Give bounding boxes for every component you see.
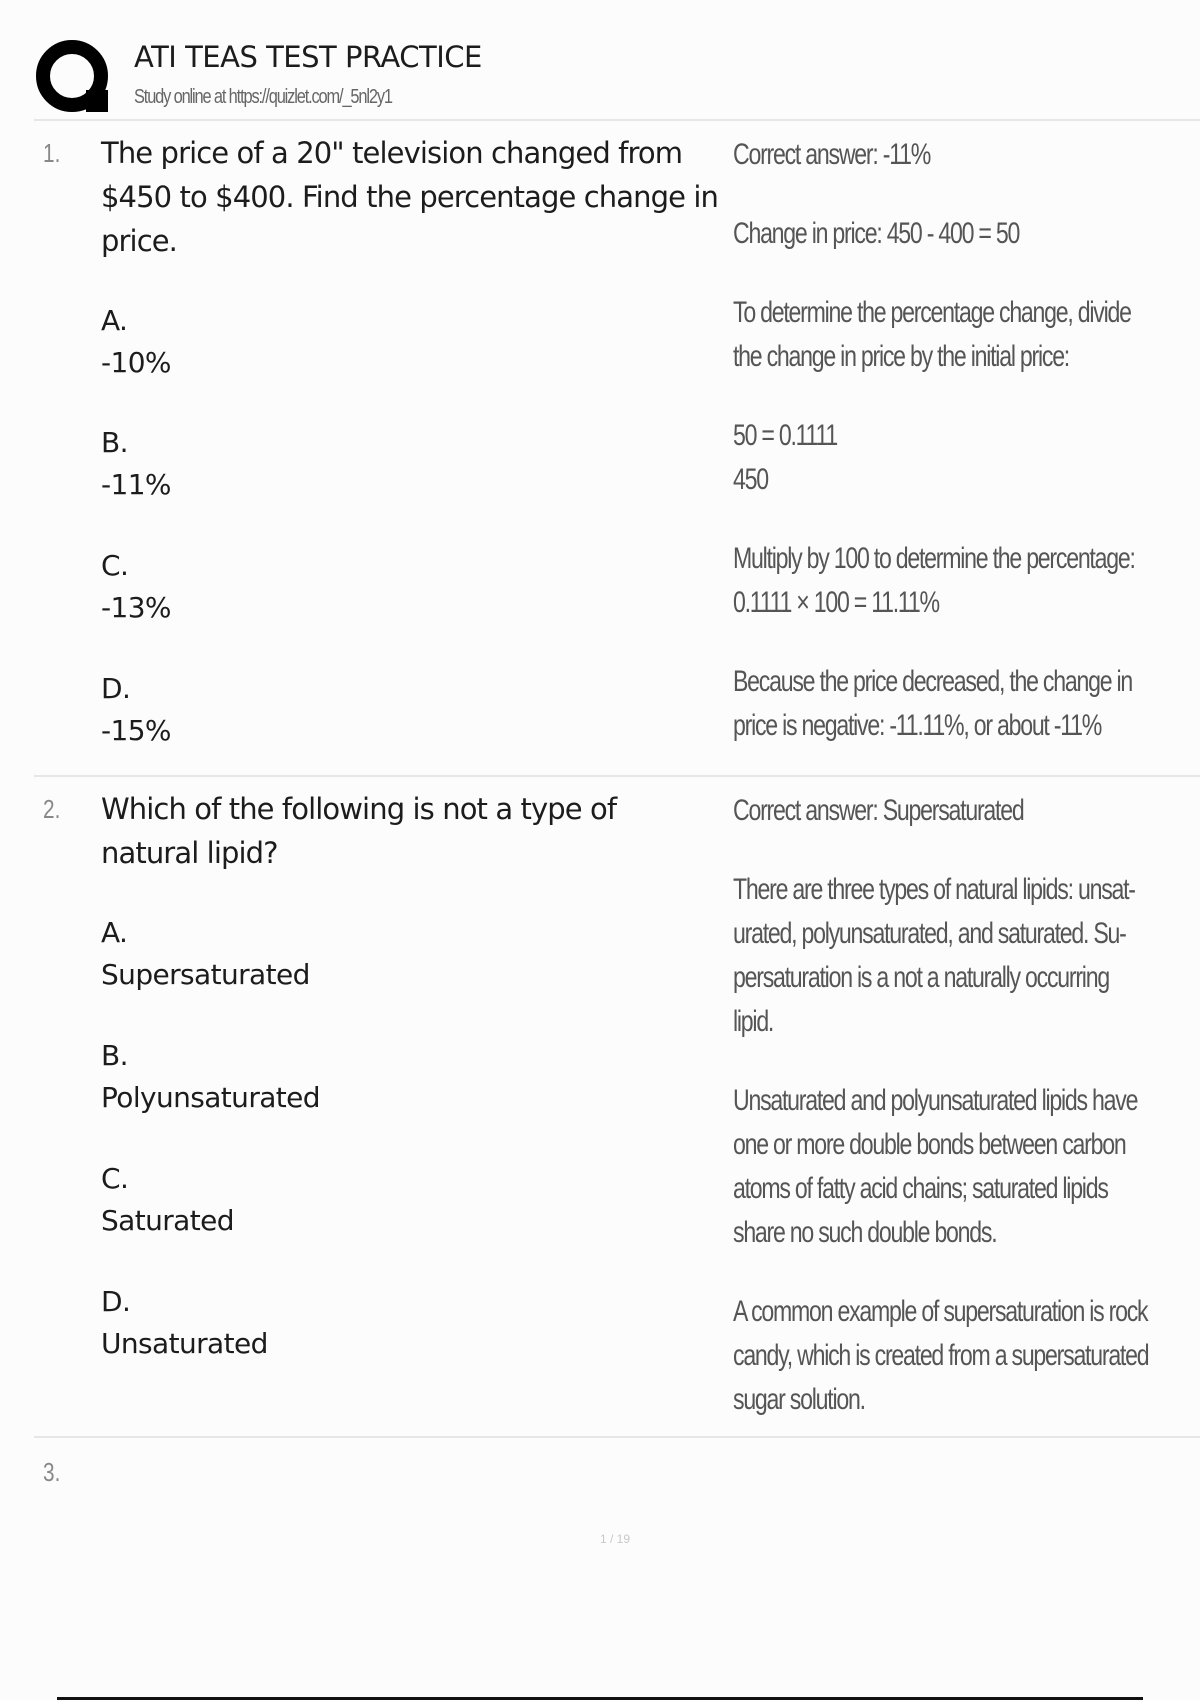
option-a[interactable] [101,300,171,384]
option-a[interactable] [101,912,310,996]
option-c[interactable] [101,545,171,629]
explanation-line: lipid. [733,1005,774,1038]
answer-panel [733,789,1149,1422]
option-value: -11% [101,468,171,501]
study-online-link[interactable]: Study online at https://quizlet.com/_5nl2y1 [134,86,392,108]
option-letter: A. [101,916,128,949]
explanation-line: Change in price: 450 - 400 = 50 [733,217,1020,250]
question-number: 1. [43,138,61,168]
explanation-line: There are three types of natural lipids: unsat- [733,873,1135,906]
answer-panel [733,133,1133,748]
explanation-line: Because the price decreased, the change in [733,665,1133,698]
option-b[interactable] [101,422,171,506]
option-letter: B. [101,1039,128,1072]
option-value: -10% [101,346,171,379]
option-letter: D. [101,1285,131,1318]
quizlet-q-logo-icon [34,38,114,118]
header-divider [34,119,1200,121]
explanation-line: persaturation is a not a naturally occurring [733,961,1109,994]
explanation-line: share no such double bonds. [733,1216,997,1249]
question-text: Which of the following is not a type of natural lipid? [101,792,617,870]
explanation-line: candy, which is created from a supersaturated [733,1339,1149,1372]
option-letter: A. [101,304,128,337]
explanation-line: 0.1111 × 100 = 11.11% [733,586,939,619]
explanation-line: the change in price by the initial price: [733,340,1069,373]
explanation-line: Multiply by 100 to determine the percentage: [733,542,1135,575]
explanation-line: atoms of fatty acid chains; saturated lipids [733,1172,1108,1205]
explanation-line: A common example of supersaturation is rock [733,1295,1148,1328]
explanation-line: sugar solution. [733,1383,865,1416]
option-b[interactable] [101,1035,320,1119]
question-divider [34,775,1200,777]
correct-answer: Correct answer: -11% [733,138,931,171]
question-number: 3. [43,1457,61,1487]
question-divider [34,1436,1200,1438]
explanation-line: 450 [733,463,768,496]
option-d[interactable] [101,668,171,752]
option-letter: C. [101,549,129,582]
option-d[interactable] [101,1281,268,1365]
explanation-line: urated, polyunsaturated, and saturated. Su- [733,917,1126,950]
document-header [34,36,1200,118]
option-value: Supersaturated [101,958,310,991]
page-indicator: 1 / 19 [600,1532,631,1546]
explanation-line: Unsaturated and polyunsaturated lipids have [733,1084,1138,1117]
correct-answer: Correct answer: Supersaturated [733,794,1024,827]
option-value: Saturated [101,1204,234,1237]
option-c[interactable] [101,1158,234,1242]
option-value: -13% [101,591,171,624]
explanation-line: To determine the percentage change, divide [733,296,1131,329]
option-value: Unsaturated [101,1327,268,1360]
question-number: 2. [43,794,61,824]
explanation-line: one or more double bonds between carbon [733,1128,1126,1161]
explanation-line: 50 = 0.1111 [733,419,837,452]
option-value: Polyunsaturated [101,1081,320,1114]
question-text: The price of a 20" television changed from $450 to $400. Find the percentage change in price. [101,136,719,258]
option-letter: B. [101,426,128,459]
document-title: ATI TEAS TEST PRACTICE [134,40,482,74]
option-letter: C. [101,1162,129,1195]
explanation-line: price is negative: -11.11%, or about -11% [733,709,1102,742]
option-value: -15% [101,714,171,747]
option-letter: D. [101,672,131,705]
